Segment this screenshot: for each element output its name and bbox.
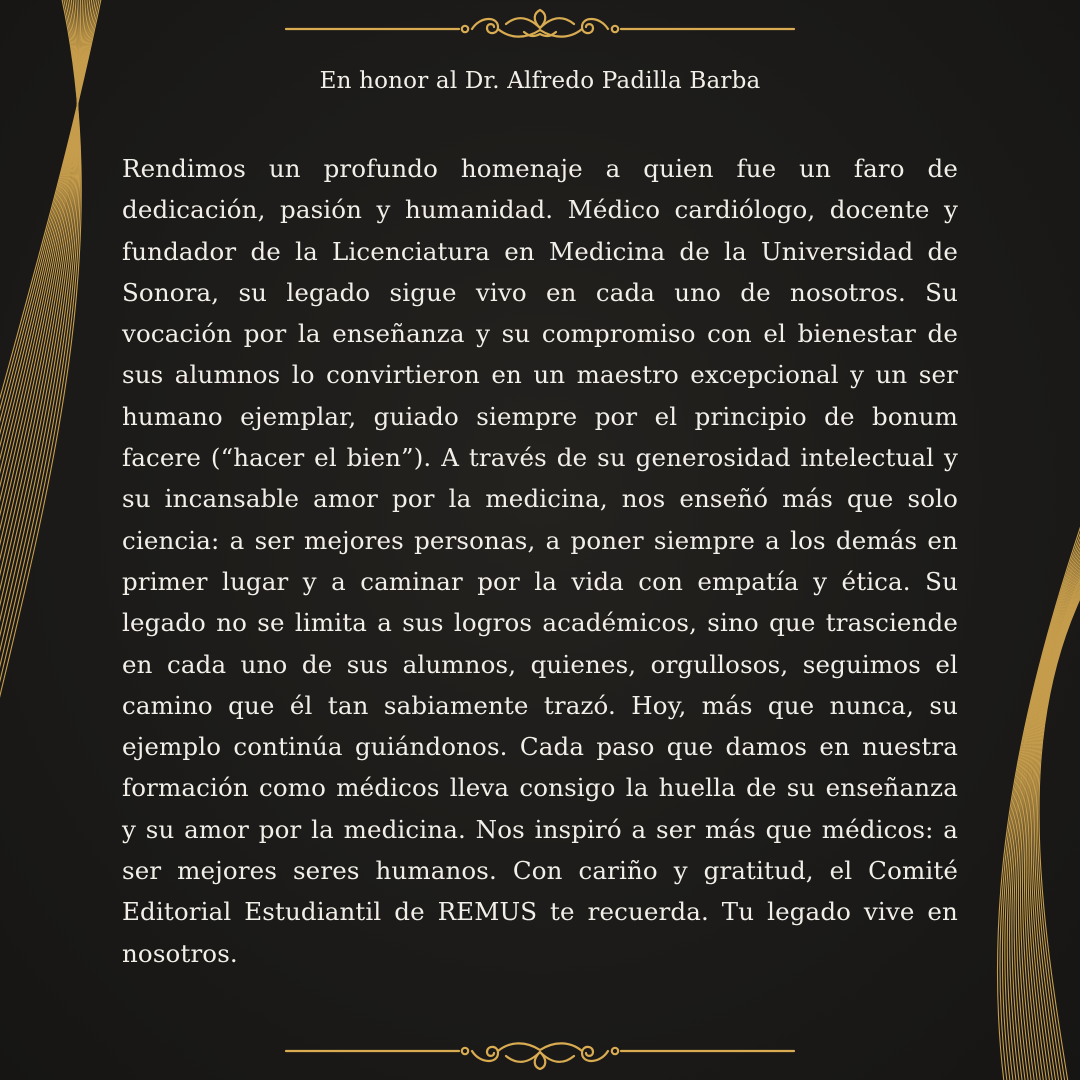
gold-line: [0, 0, 79, 780]
gold-line: [0, 0, 91, 780]
gold-line: [1036, 470, 1080, 1080]
gold-line: [997, 470, 1080, 1080]
gold-line: [0, 0, 81, 780]
gold-line: [0, 0, 78, 780]
gold-line: [1005, 470, 1080, 1080]
gold-line: [1020, 470, 1080, 1080]
gold-line: [0, 0, 79, 780]
gold-line: [0, 0, 84, 780]
gold-line: [0, 0, 81, 780]
gold-line: [1030, 470, 1080, 1080]
bottom-flourish-icon: [284, 1030, 796, 1070]
gold-line: [1010, 470, 1080, 1080]
gold-line: [0, 0, 78, 780]
gold-line: [1038, 470, 1080, 1080]
gold-line: [0, 0, 78, 780]
gold-line: [1000, 470, 1080, 1080]
gold-line: [1016, 470, 1080, 1080]
gold-line: [0, 0, 99, 780]
gold-line: [0, 0, 89, 780]
gold-line: [1018, 470, 1080, 1080]
tribute-paragraph: Rendimos un profundo homenaje a quien fue un faro de dedicación, pasión y humanidad. Médico cardiólogo, docente y fundador de la Licenciatura en Medicina de la Universidad de Sonora, su legado sigue vivo en cada uno de nosotros. Su vocación por la enseñanza y su compromiso con el bienestar de sus alumnos lo convirtieron en un maestro excepcional y un ser humano ejemplar, guiado siempre por el principio de bonum facere (“hacer el bien”). A través de su generosidad intelectual y su incansable amor por la medicina, nos enseñó más que solo ciencia: a ser mejores personas, a poner siempre a los demás en primer lugar y a caminar por la vida con empatía y ética. Su legado no se limita a sus logros académicos, sino que trasciende en cada uno de sus alumnos, quienes, orgullosos, seguimos el camino que él tan sabiamente trazó. Hoy, más que nunca, su ejemplo continúa guiándonos. Cada paso que damos en nuestra formación como médicos lleva consigo la huella de su enseñanza y su amor por la medicina. Nos inspiró a ser más que médicos: a ser mejores seres humanos. Con cariño y gratitud, el Comité Editorial Estudiantil de REMUS te recuerda. Tu legado vive en nosotros.: [122, 154, 958, 968]
gold-line: [1012, 470, 1080, 1080]
gold-line: [1033, 470, 1080, 1080]
gold-line: [0, 0, 101, 780]
gold-line: [1031, 470, 1080, 1080]
gold-line: [1028, 470, 1080, 1080]
gold-line: [1024, 470, 1080, 1080]
gold-line: [1035, 470, 1080, 1080]
gold-line: [0, 0, 78, 780]
gold-line: [0, 0, 97, 780]
gold-line: [0, 0, 95, 780]
gold-line: [0, 0, 78, 780]
gold-line: [0, 0, 78, 780]
gold-line: [1039, 470, 1080, 1080]
page-title: En honor al Dr. Alfredo Padilla Barba: [319, 68, 761, 94]
gold-line: [1007, 470, 1080, 1080]
gold-line: [1026, 470, 1080, 1080]
gold-line: [0, 0, 93, 780]
gold-line: [1014, 470, 1080, 1080]
gold-line: [0, 0, 82, 780]
gold-line: [0, 0, 87, 780]
gold-line: [1002, 470, 1080, 1080]
gold-line: [1022, 470, 1080, 1080]
gold-line: [0, 0, 80, 780]
top-flourish-icon: [284, 8, 796, 48]
gold-line: [0, 0, 103, 780]
